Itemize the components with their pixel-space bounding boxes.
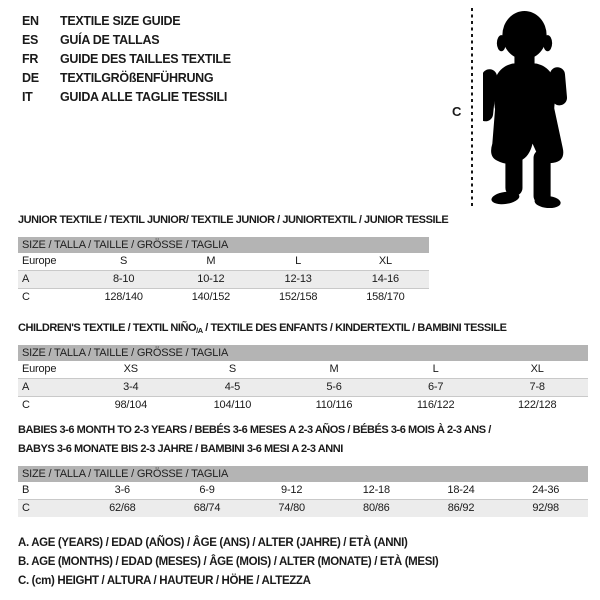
size-cell: L	[432, 363, 439, 375]
size-cell: 12-13	[284, 273, 312, 285]
size-cell: 128/140	[104, 291, 143, 303]
size-cell: 98/104	[114, 399, 148, 411]
height-measure-label: C	[452, 104, 462, 119]
language-title-list	[22, 12, 231, 107]
children-table-title	[18, 322, 507, 335]
height-dashed-line	[471, 8, 473, 207]
size-cell: XS	[123, 363, 138, 375]
children-size-table	[18, 345, 588, 414]
size-cell: 14-16	[371, 273, 399, 285]
size-cell: 8-10	[113, 273, 135, 285]
size-cell: S	[228, 363, 236, 375]
row-label: C	[22, 399, 30, 411]
size-cell: 24-36	[532, 484, 560, 496]
size-cell: M	[206, 255, 216, 267]
size-cell: M	[329, 363, 339, 375]
row-label: C	[22, 291, 30, 303]
language-code: ES	[22, 33, 39, 47]
size-header-bar: SIZE / TALLA / TAILLE / GRÖSSE / TAGLIA	[18, 237, 429, 253]
size-cell: 62/68	[109, 502, 136, 514]
size-cell: 5-6	[326, 381, 342, 393]
babies-size-table	[18, 466, 588, 517]
row-label: C	[22, 502, 30, 514]
language-title: TEXTILGRÖßENFÜHRUNG	[60, 71, 214, 85]
size-cell: 86/92	[447, 502, 475, 514]
language-row-de	[22, 69, 231, 88]
footnote-a: A. AGE (YEARS) / EDAD (AÑOS) / ÂGE (ANS) / ALTER (JAHRE) / ETÀ (ANNI)	[18, 537, 408, 549]
babies-table-title	[18, 421, 491, 459]
language-code: EN	[22, 14, 39, 28]
size-cell: 9-12	[281, 484, 303, 496]
size-cell: 6-7	[427, 381, 444, 393]
children-title-prefix: CHILDREN'S TEXTILE / TEXTIL NIÑO	[18, 322, 197, 334]
junior-size-table	[18, 237, 429, 306]
table-row-age	[18, 271, 429, 289]
row-label: B	[22, 484, 30, 496]
size-cell: 80/86	[363, 502, 390, 514]
size-cell: 68/74	[193, 502, 221, 514]
size-cell: 3-6	[114, 484, 130, 496]
size-cell: 122/128	[518, 399, 557, 411]
size-cell: 110/116	[315, 399, 353, 411]
table-row-europe	[18, 253, 429, 271]
language-code: DE	[22, 71, 39, 85]
size-cell: 140/152	[191, 291, 231, 303]
language-row-it	[22, 88, 231, 107]
language-title: GUÍA DE TALLAS	[60, 33, 160, 47]
size-cell: XL	[378, 255, 392, 267]
size-cell: 74/80	[278, 502, 305, 514]
row-label: Europe	[22, 363, 57, 375]
table-row-age	[18, 379, 588, 397]
language-row-en	[22, 12, 231, 31]
size-cell: 158/170	[366, 291, 405, 303]
children-title-suffix: / TEXTILE DES ENFANTS / KINDERTEXTIL / BAMBINI TESSILE	[202, 322, 507, 334]
footnote-c: C. (cm) HEIGHT / ALTURA / HAUTEUR / HÖHE / ALTEZZA	[18, 575, 311, 587]
size-cell: 104/110	[213, 399, 252, 411]
language-row-fr	[22, 50, 231, 69]
table-row-height	[18, 289, 429, 306]
table-row-europe	[18, 361, 588, 379]
language-code: FR	[22, 52, 39, 66]
language-title: GUIDA ALLE TAGLIE TESSILI	[60, 90, 228, 104]
babies-title-line1: BABIES 3-6 MONTH TO 2-3 YEARS / BEBÉS 3-6 MESES A 2-3 AÑOS / BÉBÉS 3-6 MOIS À 2-3 ANS /	[18, 424, 491, 436]
language-title: TEXTILE SIZE GUIDE	[60, 14, 181, 28]
row-label: A	[22, 381, 30, 393]
size-cell: 10-12	[197, 273, 225, 285]
language-code: IT	[22, 90, 33, 104]
footnote-b: B. AGE (MONTHS) / EDAD (MESES) / ÂGE (MOIS) / ALTER (MONATE) / ETÀ (MESI)	[18, 556, 439, 568]
size-header-bar: SIZE / TALLA / TAILLE / GRÖSSE / TAGLIA	[18, 345, 588, 361]
size-cell: 3-4	[123, 381, 139, 393]
table-row-months	[18, 482, 588, 500]
babies-title-line2: BABYS 3-6 MONATE BIS 2-3 JAHRE / BAMBINI 3-6 MESI A 2-3 ANNI	[18, 443, 343, 455]
row-label: Europe	[22, 255, 57, 267]
language-row-es	[22, 31, 231, 50]
size-cell: 4-5	[224, 381, 241, 393]
language-title: GUIDE DES TAILLES TEXTILE	[60, 52, 231, 66]
row-label: A	[22, 273, 30, 285]
footnote-legend	[18, 534, 438, 591]
table-row-height	[18, 500, 588, 517]
size-cell: L	[295, 255, 302, 267]
size-cell: 92/98	[532, 502, 559, 514]
size-header-bar: SIZE / TALLA / TAILLE / GRÖSSE / TAGLIA	[18, 466, 588, 482]
children-title-subscript: /A	[196, 326, 203, 335]
size-cell: 18-24	[447, 484, 475, 496]
size-cell: 116/122	[416, 399, 455, 411]
toddler-silhouette-icon	[483, 9, 568, 208]
size-cell: 152/158	[278, 291, 318, 303]
size-cell: S	[120, 255, 128, 267]
size-cell: XL	[530, 363, 544, 375]
size-cell: 12-18	[362, 484, 390, 496]
table-row-height	[18, 397, 588, 414]
junior-table-title: JUNIOR TEXTILE / TEXTIL JUNIOR/ TEXTILE JUNIOR / JUNIORTEXTIL / JUNIOR TESSILE	[18, 214, 449, 226]
size-cell: 6-9	[199, 484, 215, 496]
size-cell: 7-8	[529, 381, 545, 393]
